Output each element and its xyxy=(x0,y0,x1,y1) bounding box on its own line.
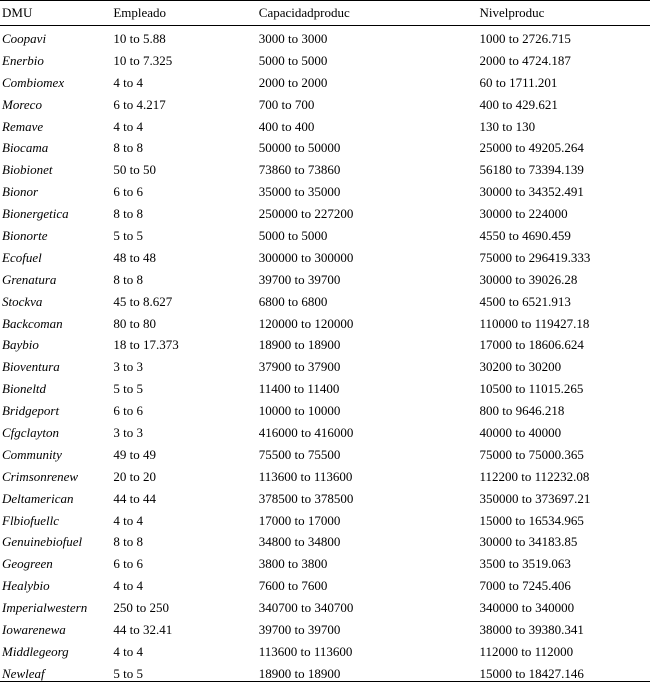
dmu-cell: Backcoman xyxy=(2,315,63,331)
dmu-cell: Stockva xyxy=(2,293,43,309)
table-row xyxy=(0,159,650,181)
nivelproduc-cell: 15000 to 18427.146 xyxy=(479,665,584,681)
nivelproduc-cell: 1000 to 2726.715 xyxy=(479,30,571,46)
empleado-cell: 4 to 4 xyxy=(113,643,143,659)
table-row xyxy=(0,466,650,488)
table-row xyxy=(0,641,650,663)
empleado-cell: 250 to 250 xyxy=(113,600,169,616)
capacidadproduc-cell: 700 to 700 xyxy=(258,96,315,112)
empleado-cell: 48 to 48 xyxy=(113,249,156,265)
table-row xyxy=(0,313,650,335)
capacidadproduc-cell: 3000 to 3000 xyxy=(258,30,328,46)
nivelproduc-cell: 25000 to 49205.264 xyxy=(479,140,584,156)
empleado-cell: 44 to 32.41 xyxy=(113,621,173,637)
capacidadproduc-cell: 120000 to 120000 xyxy=(258,315,354,331)
empleado-cell: 3 to 3 xyxy=(113,359,143,375)
header-row xyxy=(0,0,650,26)
dmu-cell: Bionor xyxy=(2,184,39,200)
table-row xyxy=(0,72,650,94)
capacidadproduc-cell: 17000 to 17000 xyxy=(258,512,341,528)
nivelproduc-cell: 30000 to 224000 xyxy=(479,206,568,222)
dmu-cell: Healybio xyxy=(2,578,50,594)
nivelproduc-cell: 2000 to 4724.187 xyxy=(479,52,571,68)
nivelproduc-cell: 7000 to 7245.406 xyxy=(479,578,571,594)
empleado-cell: 5 to 5 xyxy=(113,227,143,243)
capacidadproduc-cell: 39700 to 39700 xyxy=(258,621,341,637)
dmu-cell: Remave xyxy=(2,118,44,134)
empleado-cell: 4 to 4 xyxy=(113,74,143,90)
dmu-cell: Deltamerican xyxy=(2,490,74,506)
nivelproduc-cell: 30200 to 30200 xyxy=(479,359,562,375)
capacidadproduc-cell: 250000 to 227200 xyxy=(258,206,354,222)
capacidadproduc-cell: 11400 to 11400 xyxy=(258,381,340,397)
nivelproduc-cell: 4500 to 6521.913 xyxy=(479,293,571,309)
empleado-cell: 8 to 8 xyxy=(113,271,143,287)
capacidadproduc-cell: 340700 to 340700 xyxy=(258,600,354,616)
table-row xyxy=(0,50,650,72)
capacidadproduc-cell: 18900 to 18900 xyxy=(258,665,341,681)
nivelproduc-cell: 130 to 130 xyxy=(479,118,536,134)
dmu-cell: Cfgclayton xyxy=(2,424,60,440)
header-capacidadproduc: Capacidadproduc xyxy=(258,5,350,20)
dmu-cell: Geogreen xyxy=(2,556,53,572)
empleado-cell: 18 to 17.373 xyxy=(113,337,179,353)
capacidadproduc-cell: 6800 to 6800 xyxy=(258,293,328,309)
capacidadproduc-cell: 34800 to 34800 xyxy=(258,534,341,550)
nivelproduc-cell: 40000 to 40000 xyxy=(479,424,562,440)
capacidadproduc-cell: 37900 to 37900 xyxy=(258,359,341,375)
dmu-cell: Biobionet xyxy=(2,162,53,178)
nivelproduc-cell: 30000 to 34352.491 xyxy=(479,184,584,200)
table-row xyxy=(0,400,650,422)
table-row xyxy=(0,203,650,225)
table-row xyxy=(0,663,650,685)
nivelproduc-cell: 340000 to 340000 xyxy=(479,600,575,616)
table-row xyxy=(0,94,650,116)
empleado-cell: 20 to 20 xyxy=(113,468,156,484)
empleado-cell: 8 to 8 xyxy=(113,206,143,222)
capacidadproduc-cell: 35000 to 35000 xyxy=(258,184,341,200)
empleado-cell: 4 to 4 xyxy=(113,578,143,594)
dmu-cell: Bridgeport xyxy=(2,403,60,419)
empleado-cell: 5 to 5 xyxy=(113,665,143,681)
dmu-cell: Grenatura xyxy=(2,271,57,287)
capacidadproduc-cell: 416000 to 416000 xyxy=(258,424,354,440)
nivelproduc-cell: 30000 to 34183.85 xyxy=(479,534,578,550)
nivelproduc-cell: 400 to 429.621 xyxy=(479,96,558,112)
table-row xyxy=(0,247,650,269)
table-row xyxy=(0,26,650,50)
table-row xyxy=(0,181,650,203)
capacidadproduc-cell: 5000 to 5000 xyxy=(258,227,328,243)
dmu-cell: Iowarenewa xyxy=(2,621,66,637)
table-row xyxy=(0,356,650,378)
dmu-cell: Moreco xyxy=(2,96,42,112)
capacidadproduc-cell: 39700 to 39700 xyxy=(258,271,341,287)
empleado-cell: 10 to 7.325 xyxy=(113,52,173,68)
table-row xyxy=(0,444,650,466)
capacidadproduc-cell: 113600 to 113600 xyxy=(258,643,353,659)
table-row xyxy=(0,531,650,553)
capacidadproduc-cell: 5000 to 5000 xyxy=(258,52,328,68)
table-row xyxy=(0,510,650,532)
empleado-cell: 3 to 3 xyxy=(113,424,143,440)
empleado-cell: 6 to 6 xyxy=(113,556,143,572)
table-row xyxy=(0,422,650,444)
dmu-cell: Bioventura xyxy=(2,359,60,375)
capacidadproduc-cell: 113600 to 113600 xyxy=(258,468,353,484)
dmu-cell: Crimsonrenew xyxy=(2,468,79,484)
dmu-cell: Bionorte xyxy=(2,227,48,243)
nivelproduc-cell: 60 to 1711.201 xyxy=(479,74,558,90)
nivelproduc-cell: 112200 to 112232.08 xyxy=(479,468,590,484)
empleado-cell: 10 to 5.88 xyxy=(113,30,166,46)
nivelproduc-cell: 30000 to 39026.28 xyxy=(479,271,578,287)
empleado-cell: 50 to 50 xyxy=(113,162,156,178)
dmu-cell: Biocama xyxy=(2,140,49,156)
table-row xyxy=(0,553,650,575)
empleado-cell: 49 to 49 xyxy=(113,446,156,462)
capacidadproduc-cell: 2000 to 2000 xyxy=(258,74,328,90)
nivelproduc-cell: 75000 to 75000.365 xyxy=(479,446,584,462)
table-row xyxy=(0,334,650,356)
header-empleado: Empleado xyxy=(113,5,167,20)
table-header xyxy=(0,0,650,26)
empleado-cell: 4 to 4 xyxy=(113,512,143,528)
empleado-cell: 6 to 6 xyxy=(113,184,143,200)
dmu-cell: Baybio xyxy=(2,337,39,353)
dmu-cell: Community xyxy=(2,446,62,462)
nivelproduc-cell: 800 to 9646.218 xyxy=(479,403,565,419)
nivelproduc-cell: 350000 to 373697.21 xyxy=(479,490,591,506)
table-row xyxy=(0,488,650,510)
empleado-cell: 8 to 8 xyxy=(113,534,143,550)
header-nivelproduc: Nivelproduc xyxy=(479,5,545,20)
capacidadproduc-cell: 7600 to 7600 xyxy=(258,578,328,594)
table-row xyxy=(0,116,650,138)
nivelproduc-cell: 3500 to 3519.063 xyxy=(479,556,571,572)
nivelproduc-cell: 110000 to 119427.18 xyxy=(479,315,590,331)
dmu-cell: Middlegeorg xyxy=(2,643,69,659)
nivelproduc-cell: 75000 to 296419.333 xyxy=(479,249,591,265)
table-row xyxy=(0,137,650,159)
dmu-cell: Bionergetica xyxy=(2,206,69,222)
table-row xyxy=(0,291,650,313)
table-row xyxy=(0,575,650,597)
nivelproduc-cell: 10500 to 11015.265 xyxy=(479,381,584,397)
nivelproduc-cell: 4550 to 4690.459 xyxy=(479,227,571,243)
dmu-cell: Enerbio xyxy=(2,52,44,68)
table-row xyxy=(0,225,650,247)
nivelproduc-cell: 112000 to 112000 xyxy=(479,643,574,659)
capacidadproduc-cell: 75500 to 75500 xyxy=(258,446,341,462)
capacidadproduc-cell: 73860 to 73860 xyxy=(258,162,341,178)
empleado-cell: 4 to 4 xyxy=(113,118,143,134)
nivelproduc-cell: 38000 to 39380.341 xyxy=(479,621,584,637)
dmu-cell: Newleaf xyxy=(2,665,45,681)
dmu-cell: Coopavi xyxy=(2,30,47,46)
dmu-cell: Flbiofuellc xyxy=(2,512,60,528)
dmu-cell: Genuinebiofuel xyxy=(2,534,83,550)
empleado-cell: 6 to 6 xyxy=(113,403,143,419)
capacidadproduc-cell: 378500 to 378500 xyxy=(258,490,354,506)
table-body xyxy=(0,26,650,685)
capacidadproduc-cell: 50000 to 50000 xyxy=(258,140,341,156)
capacidadproduc-cell: 300000 to 300000 xyxy=(258,249,354,265)
nivelproduc-cell: 17000 to 18606.624 xyxy=(479,337,584,353)
nivelproduc-cell: 56180 to 73394.139 xyxy=(479,162,584,178)
empleado-cell: 44 to 44 xyxy=(113,490,156,506)
empleado-cell: 5 to 5 xyxy=(113,381,143,397)
dmu-cell: Combiomex xyxy=(2,74,65,90)
table-row xyxy=(0,597,650,619)
table-row xyxy=(0,378,650,400)
empleado-cell: 8 to 8 xyxy=(113,140,143,156)
nivelproduc-cell: 15000 to 16534.965 xyxy=(479,512,584,528)
table-row xyxy=(0,619,650,641)
empleado-cell: 6 to 4.217 xyxy=(113,96,166,112)
table-row xyxy=(0,269,650,291)
capacidadproduc-cell: 18900 to 18900 xyxy=(258,337,341,353)
empleado-cell: 80 to 80 xyxy=(113,315,156,331)
capacidadproduc-cell: 3800 to 3800 xyxy=(258,556,328,572)
dmu-cell: Ecofuel xyxy=(2,249,42,265)
capacidadproduc-cell: 10000 to 10000 xyxy=(258,403,341,419)
header-dmu: DMU xyxy=(2,5,33,20)
empleado-cell: 45 to 8.627 xyxy=(113,293,173,309)
dmu-cell: Imperialwestern xyxy=(2,600,88,616)
dmu-cell: Bioneltd xyxy=(2,381,47,397)
capacidadproduc-cell: 400 to 400 xyxy=(258,118,315,134)
